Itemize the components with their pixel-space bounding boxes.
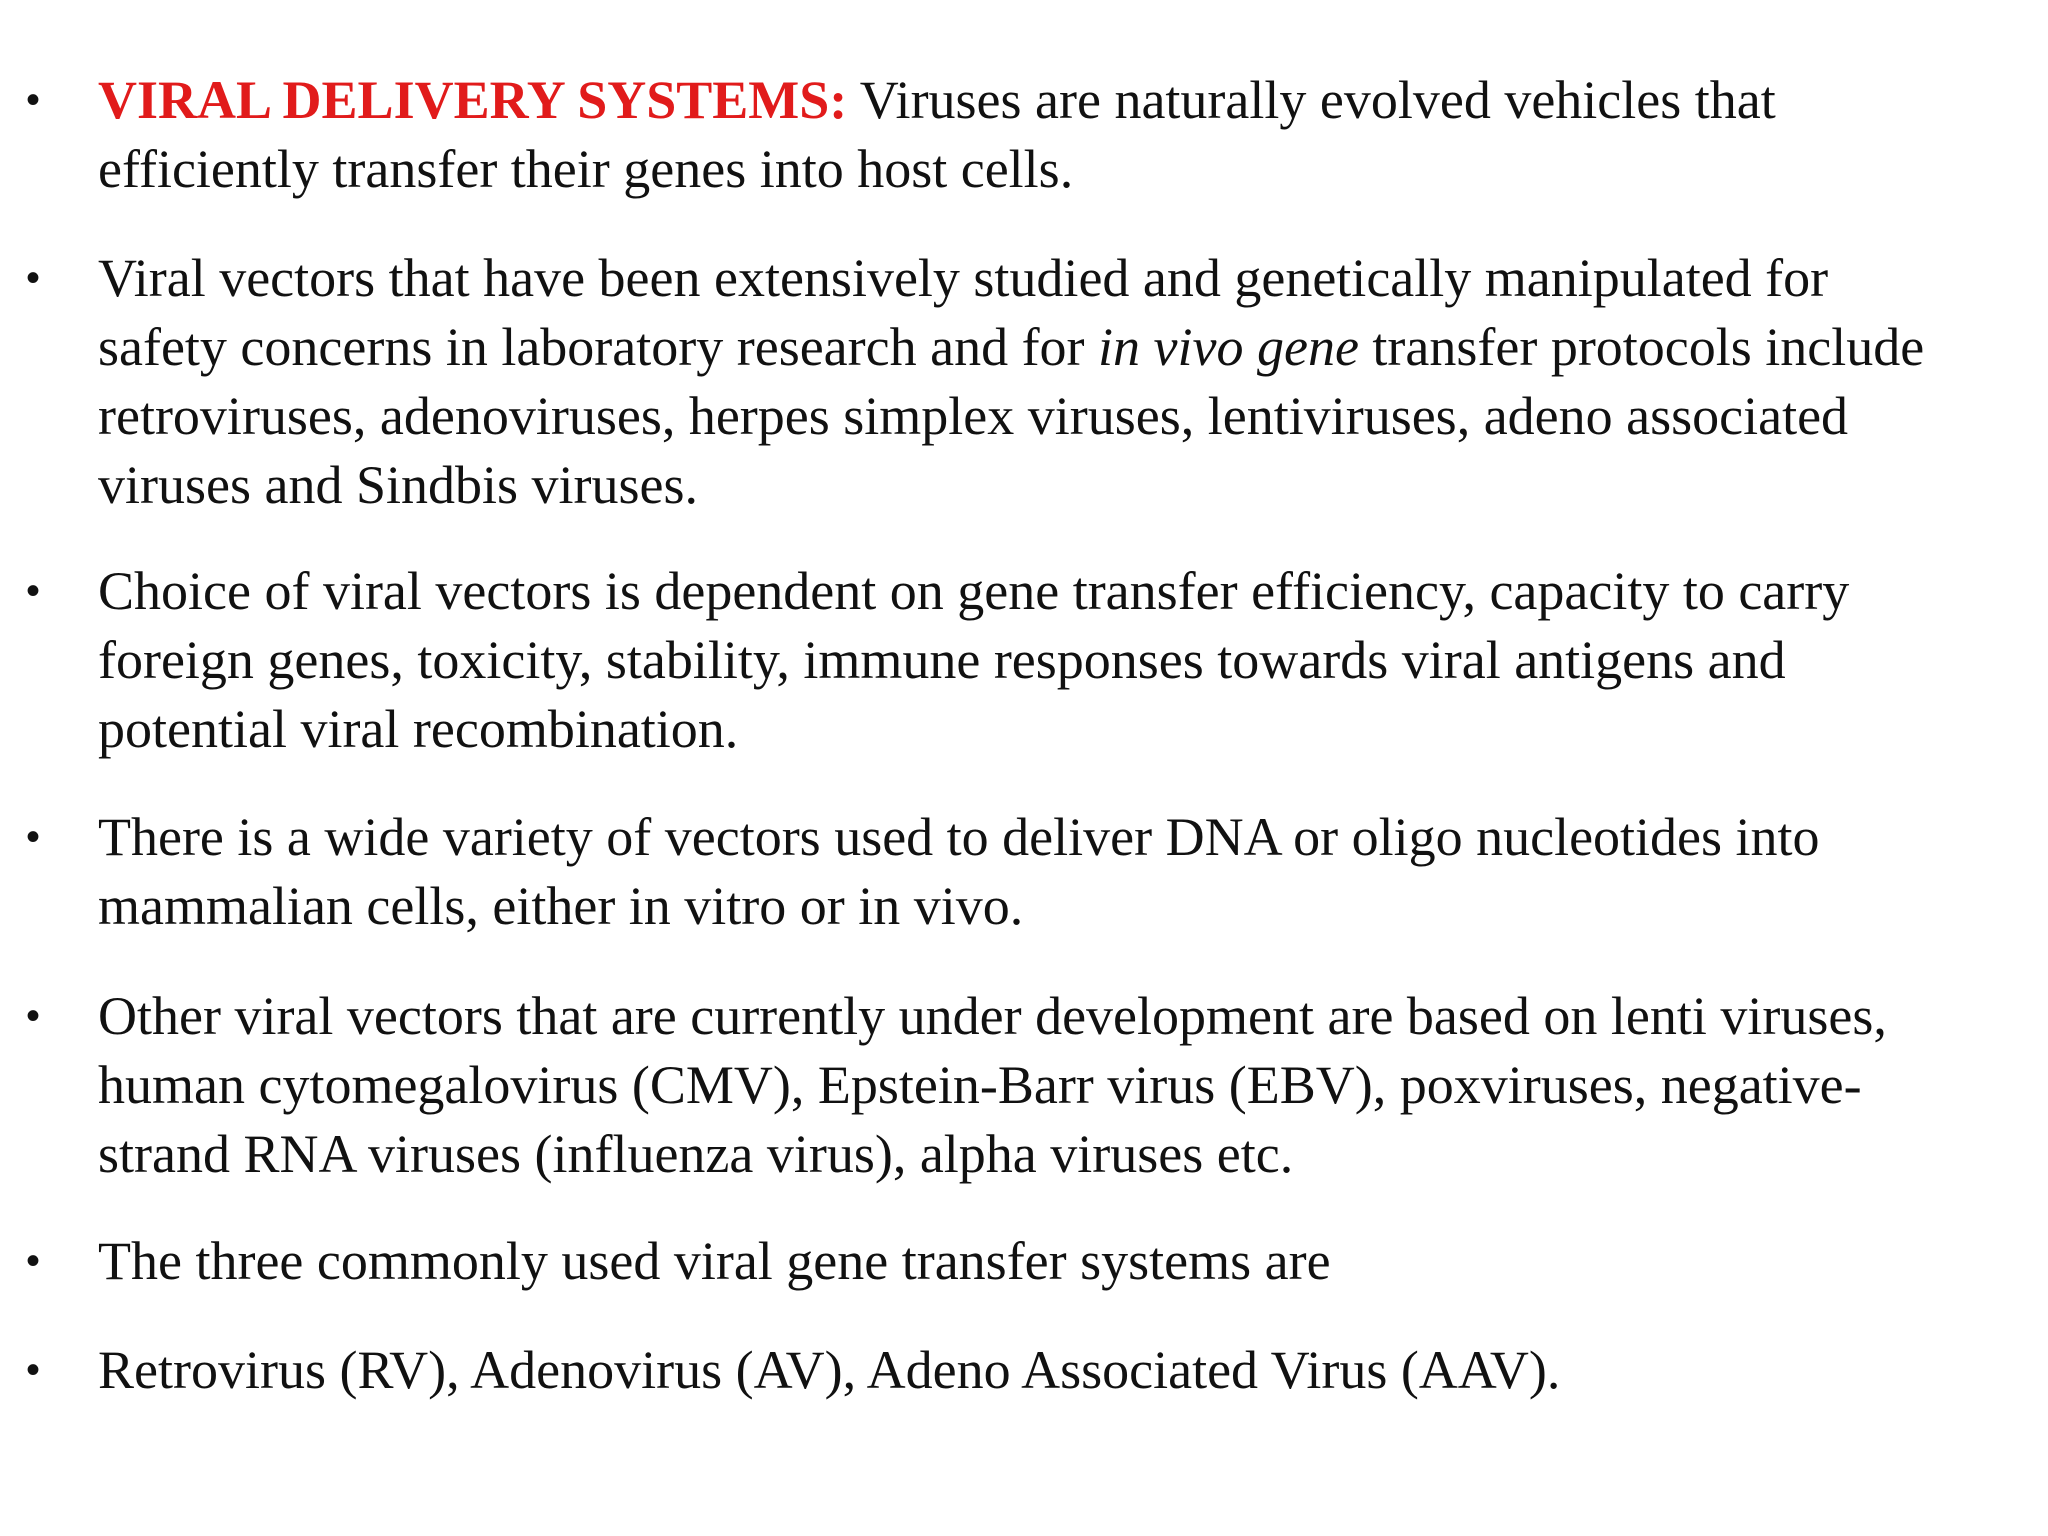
bullet-line: efficiently transfer their genes into host cells. [98, 139, 1074, 199]
bullet-dot-icon: • [26, 256, 41, 300]
bullet-item-three-systems [26, 1227, 2038, 1296]
bullet-line: Viral vectors that have been extensively studied and genetically manipulated for [98, 248, 1829, 308]
bullet-item-rv-av-aav [26, 1336, 2038, 1405]
bullet-line: strand RNA viruses (influenza virus), alpha viruses etc. [98, 1124, 1294, 1184]
bullet-item-other-vectors [26, 982, 2038, 1189]
bullet-line: Retrovirus (RV), Adenovirus (AV), Adeno Associated Virus (AAV). [98, 1340, 1561, 1400]
bullet-text: transfer protocols include [1358, 317, 1925, 377]
bullet-line: potential viral recombination. [98, 699, 739, 759]
bullet-dot-icon: • [26, 78, 41, 122]
bullet-dot-icon: • [26, 994, 41, 1038]
bullet-item-viral-delivery-systems [26, 66, 2038, 204]
bullet-dot-icon: • [26, 569, 41, 613]
bullet-dot-icon: • [26, 1239, 41, 1283]
bullet-line: retroviruses, adenoviruses, herpes simplex viruses, lentiviruses, adeno associated [98, 386, 1849, 446]
bullet-line: human cytomegalovirus (CMV), Epstein-Barr virus (EBV), poxviruses, negative- [98, 1055, 1862, 1115]
bullet-item-choice-of-vectors [26, 557, 2038, 764]
bullet-line [98, 66, 2038, 135]
italic-term: in vivo gene [1098, 317, 1359, 377]
bullet-line: Other viral vectors that are currently under development are based on lenti viruses, [98, 986, 1887, 1046]
bullet-text: Viruses are naturally evolved vehicles that [847, 70, 1776, 130]
bullet-heading: VIRAL DELIVERY SYSTEMS: [98, 70, 848, 130]
bullet-item-viral-vectors-studied [26, 244, 2038, 520]
bullet-line: There is a wide variety of vectors used to deliver DNA or oligo nucleotides into [98, 807, 1820, 867]
bullet-line: viruses and Sindbis viruses. [98, 455, 698, 515]
bullet-line: The three commonly used viral gene transfer systems are [98, 1231, 1331, 1291]
bullet-line: mammalian cells, either in vitro or in vivo. [98, 876, 1024, 936]
bullet-line [98, 313, 2038, 382]
bullet-item-wide-variety [26, 803, 2038, 941]
bullet-text: safety concerns in laboratory research and for [98, 317, 1099, 377]
bullet-line: Choice of viral vectors is dependent on gene transfer efficiency, capacity to carry [98, 561, 1850, 621]
bullet-line: foreign genes, toxicity, stability, immune responses towards viral antigens and [98, 630, 1786, 690]
bullet-dot-icon: • [26, 1348, 41, 1392]
bullet-dot-icon: • [26, 815, 41, 859]
